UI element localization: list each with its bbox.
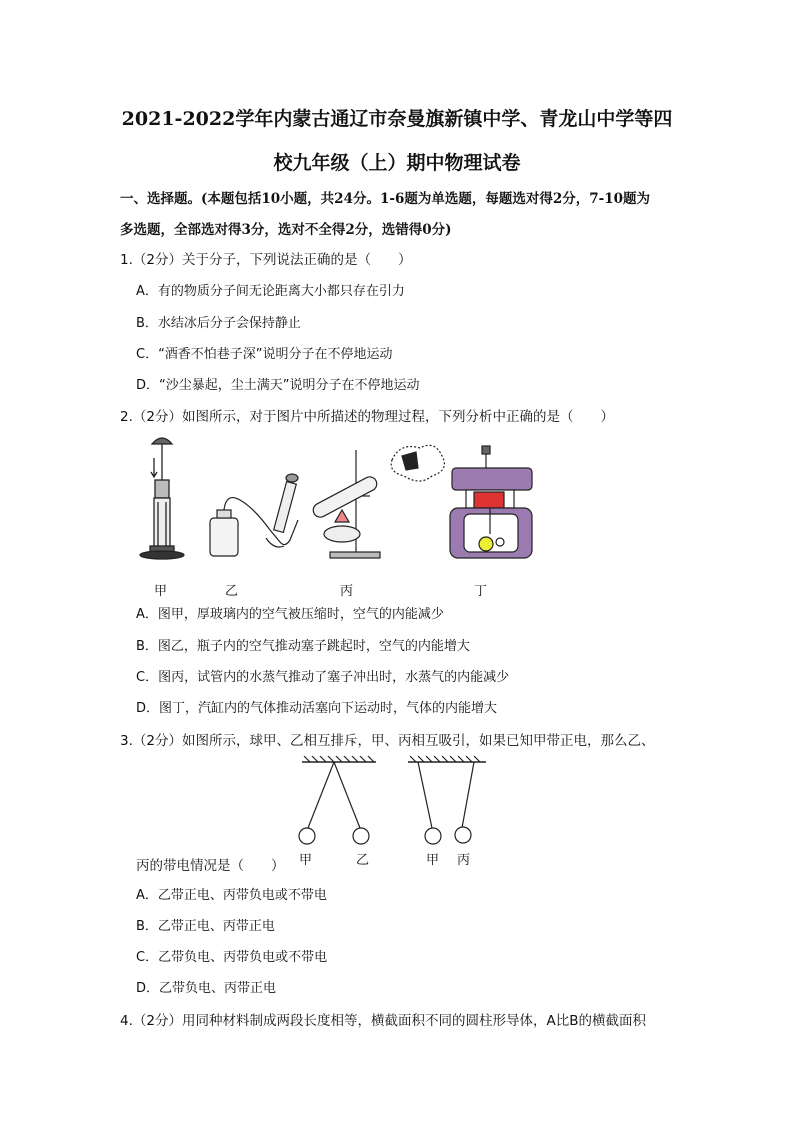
q3-figure-label-yi: 乙	[356, 853, 370, 868]
q3-figure-label-jia-left: 甲	[299, 853, 313, 868]
q2-option-c: C．图丙，试管内的水蒸气推动了塞子冲出时，水蒸气的内能减少	[136, 670, 510, 685]
left-support-hatching	[304, 756, 374, 762]
fire-piston-figure	[140, 438, 184, 559]
q1-stem: 1.（2分）关于分子，下列说法正确的是（ ）	[120, 252, 412, 268]
q2-figure-label-bing: 丙	[340, 584, 354, 599]
q3-option-c: C．乙带负电、丙带负电或不带电	[136, 950, 328, 965]
right-support-hatching	[410, 756, 480, 762]
q4-stem: 4.（2分）用同种材料制成两段长度相等，横截面积不同的圆柱形导体，A比B的横截面积	[120, 1013, 646, 1029]
q1-option-c: C．“酒香不怕巷子深”说明分子在不停地运动	[136, 347, 393, 362]
q3-figure-label-jia-right: 甲	[426, 853, 440, 868]
ball-jia-right	[425, 828, 441, 844]
q3-stem-line2: 丙的带电情况是（ ）	[136, 858, 285, 874]
bottle-pump-figure	[210, 474, 298, 556]
q3-option-a: A．乙带正电、丙带负电或不带电	[136, 888, 327, 903]
exam-title-line2: 校九年级（上）期中物理试卷	[273, 152, 521, 174]
q2-figure-label-yi: 乙	[225, 584, 239, 599]
section-heading-line2: 多选题，全部选对得3分，选对不全得2分，选错得0分)	[120, 222, 452, 238]
q2-stem: 2.（2分）如图所示，对于图片中所描述的物理过程，下列分析中正确的是（ ）	[120, 409, 614, 425]
q2-figure-label-ding: 丁	[474, 584, 488, 599]
q3-figure	[290, 756, 500, 848]
q2-figure-label-jia: 甲	[154, 584, 168, 599]
exam-title-line1: 2021-2022学年内蒙古通辽市奈曼旗新镇中学、青龙山中学等四	[121, 108, 673, 130]
ball-bing	[455, 827, 471, 843]
q3-option-d: D．乙带负电、丙带正电	[136, 981, 277, 996]
section-heading-line1: 一、选择题。(本题包括10小题，共24分。1-6题为单选题，每题选对得2分，7-10题为	[120, 191, 651, 207]
q2-option-b: B．图乙，瓶子内的空气推动塞子跳起时，空气的内能增大	[136, 639, 470, 654]
q1-option-d: D．“沙尘暴起，尘土满天”说明分子在不停地运动	[136, 378, 420, 393]
q2-option-a: A．图甲，厚玻璃内的空气被压缩时，空气的内能减少	[136, 607, 444, 622]
ball-yi	[353, 828, 369, 844]
q2-option-d: D．图丁，汽缸内的气体推动活塞向下运动时，气体的内能增大	[136, 701, 498, 716]
q3-stem-line1: 3.（2分）如图所示，球甲、乙相互排斥，甲、丙相互吸引，如果已知甲带正电，那么乙、	[120, 733, 655, 749]
test-tube-heating-figure	[311, 445, 445, 558]
q1-option-a: A．有的物质分子间无论距离大小都只存在引力	[136, 284, 405, 299]
ball-jia-left	[299, 828, 315, 844]
q3-figure-label-bing: 丙	[457, 853, 471, 868]
q3-option-b: B．乙带正电、丙带正电	[136, 919, 275, 934]
q1-option-b: B．水结冰后分子会保持静止	[136, 316, 301, 331]
engine-cylinder-figure	[450, 446, 532, 558]
q2-figure	[130, 430, 550, 570]
